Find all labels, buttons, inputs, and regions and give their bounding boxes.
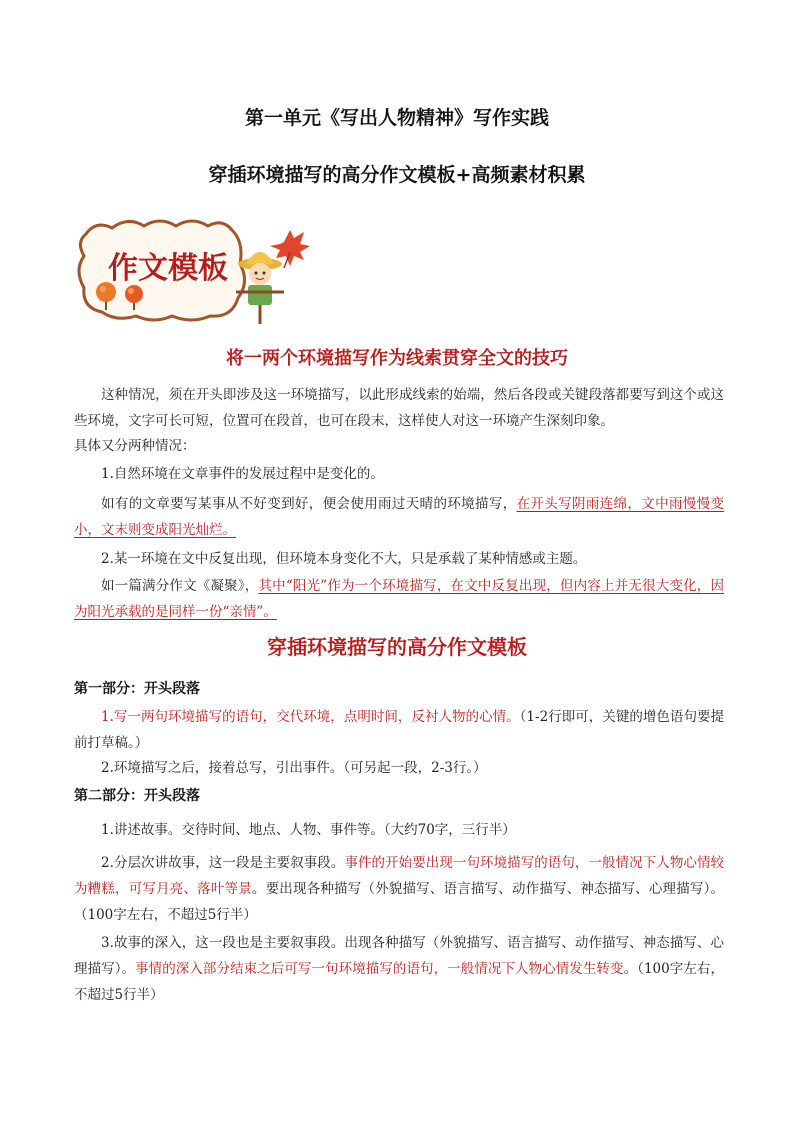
paragraph-case1-example <box>74 491 724 543</box>
part-heading: 第一部分：开头段落 <box>74 681 200 697</box>
document-title: 第一单元《写出人物精神》写作实践 <box>244 107 549 129</box>
list-item: 1.讲述故事。交待时间、地点、人物、事件等。（大约70字，三行半） <box>101 822 516 838</box>
text-plain: 如一篇满分作文《凝聚》， <box>101 578 259 594</box>
text-highlight: 其中“阳光”作为一个环境描写，在文中反复出现，但内容上并无很大变化，因为阳光承载的是同样一份“亲情”。 <box>74 578 724 620</box>
essay-template-logo <box>72 212 312 330</box>
text-plain: 。（100字左右，不超过5行半） <box>74 961 724 1003</box>
text-highlight: 事情的深入部分结束之后可写一句环境描写的语句，一般情况下人物心情发生转变 <box>135 961 624 977</box>
paragraph-cases-label: 具体又分两种情况： <box>74 438 196 454</box>
text-highlight: 在开头写阴雨连绵，文中雨慢慢变小，文末则变成阳光灿烂。 <box>74 496 725 538</box>
text-plain: 3.故事的深入，这一段也是主要叙事段。出现各种描写（外貌描写、语言描写、动作描写、神态描写、心理描写）。 <box>74 935 724 977</box>
text-plain: 2.分层次讲故事，这一段是主要叙事段。 <box>101 855 345 871</box>
list-item <box>74 704 724 756</box>
part-heading: 第二部分：开头段落 <box>74 788 200 804</box>
text-plain: 如有的文章要写某事从不好变到好，便会使用雨过天晴的环境描写， <box>101 496 517 512</box>
list-item: 2.环境描写之后，接着总写，引出事件。（可另起一段，2-3行。） <box>101 760 487 776</box>
list-item <box>74 930 724 1008</box>
logo-text: 作文模板 <box>108 251 228 286</box>
text-plain: 。要出现各种描写（外貌描写、语言描写、动作描写、神态描写、心理描写）。（100字左右，不超过5行半） <box>74 881 725 923</box>
text-plain: （1-2行即可，关键的增色语句要提前打草稿。） <box>74 709 724 751</box>
text-highlight: 1.写一两句环境描写的语句，交代环境，点明时间，反衬人物的心情。 <box>101 709 520 725</box>
list-item <box>74 850 724 928</box>
paragraph-case2-example <box>74 573 724 625</box>
text-highlight: 事件的开始要出现一句环境描写的语句，一般情况下人物心情较为糟糕，可写月亮、落叶等景 <box>74 855 725 897</box>
list-item-case2: 2.某一环境在文中反复出现，但环境本身变化不大，只是承载了某种情感或主题。 <box>101 551 587 567</box>
list-item-case1: 1.自然环境在文章事件的发展过程中是变化的。 <box>101 466 384 482</box>
section-title: 穿插环境描写的高分作文模板 <box>267 635 527 659</box>
document-subtitle: 穿插环境描写的高分作文模板+高频素材积累 <box>208 164 586 186</box>
section-title: 将一两个环境描写作为线索贯穿全文的技巧 <box>226 348 568 369</box>
paragraph-intro: 这种情况，须在开头即涉及这一环境描写，以此形成线索的始端，然后各段或关键段落都要写到这个或这些环境，文字可长可短，位置可在段首，也可在段末，这样使人对这一环境产生深刻印象。 <box>74 387 724 429</box>
